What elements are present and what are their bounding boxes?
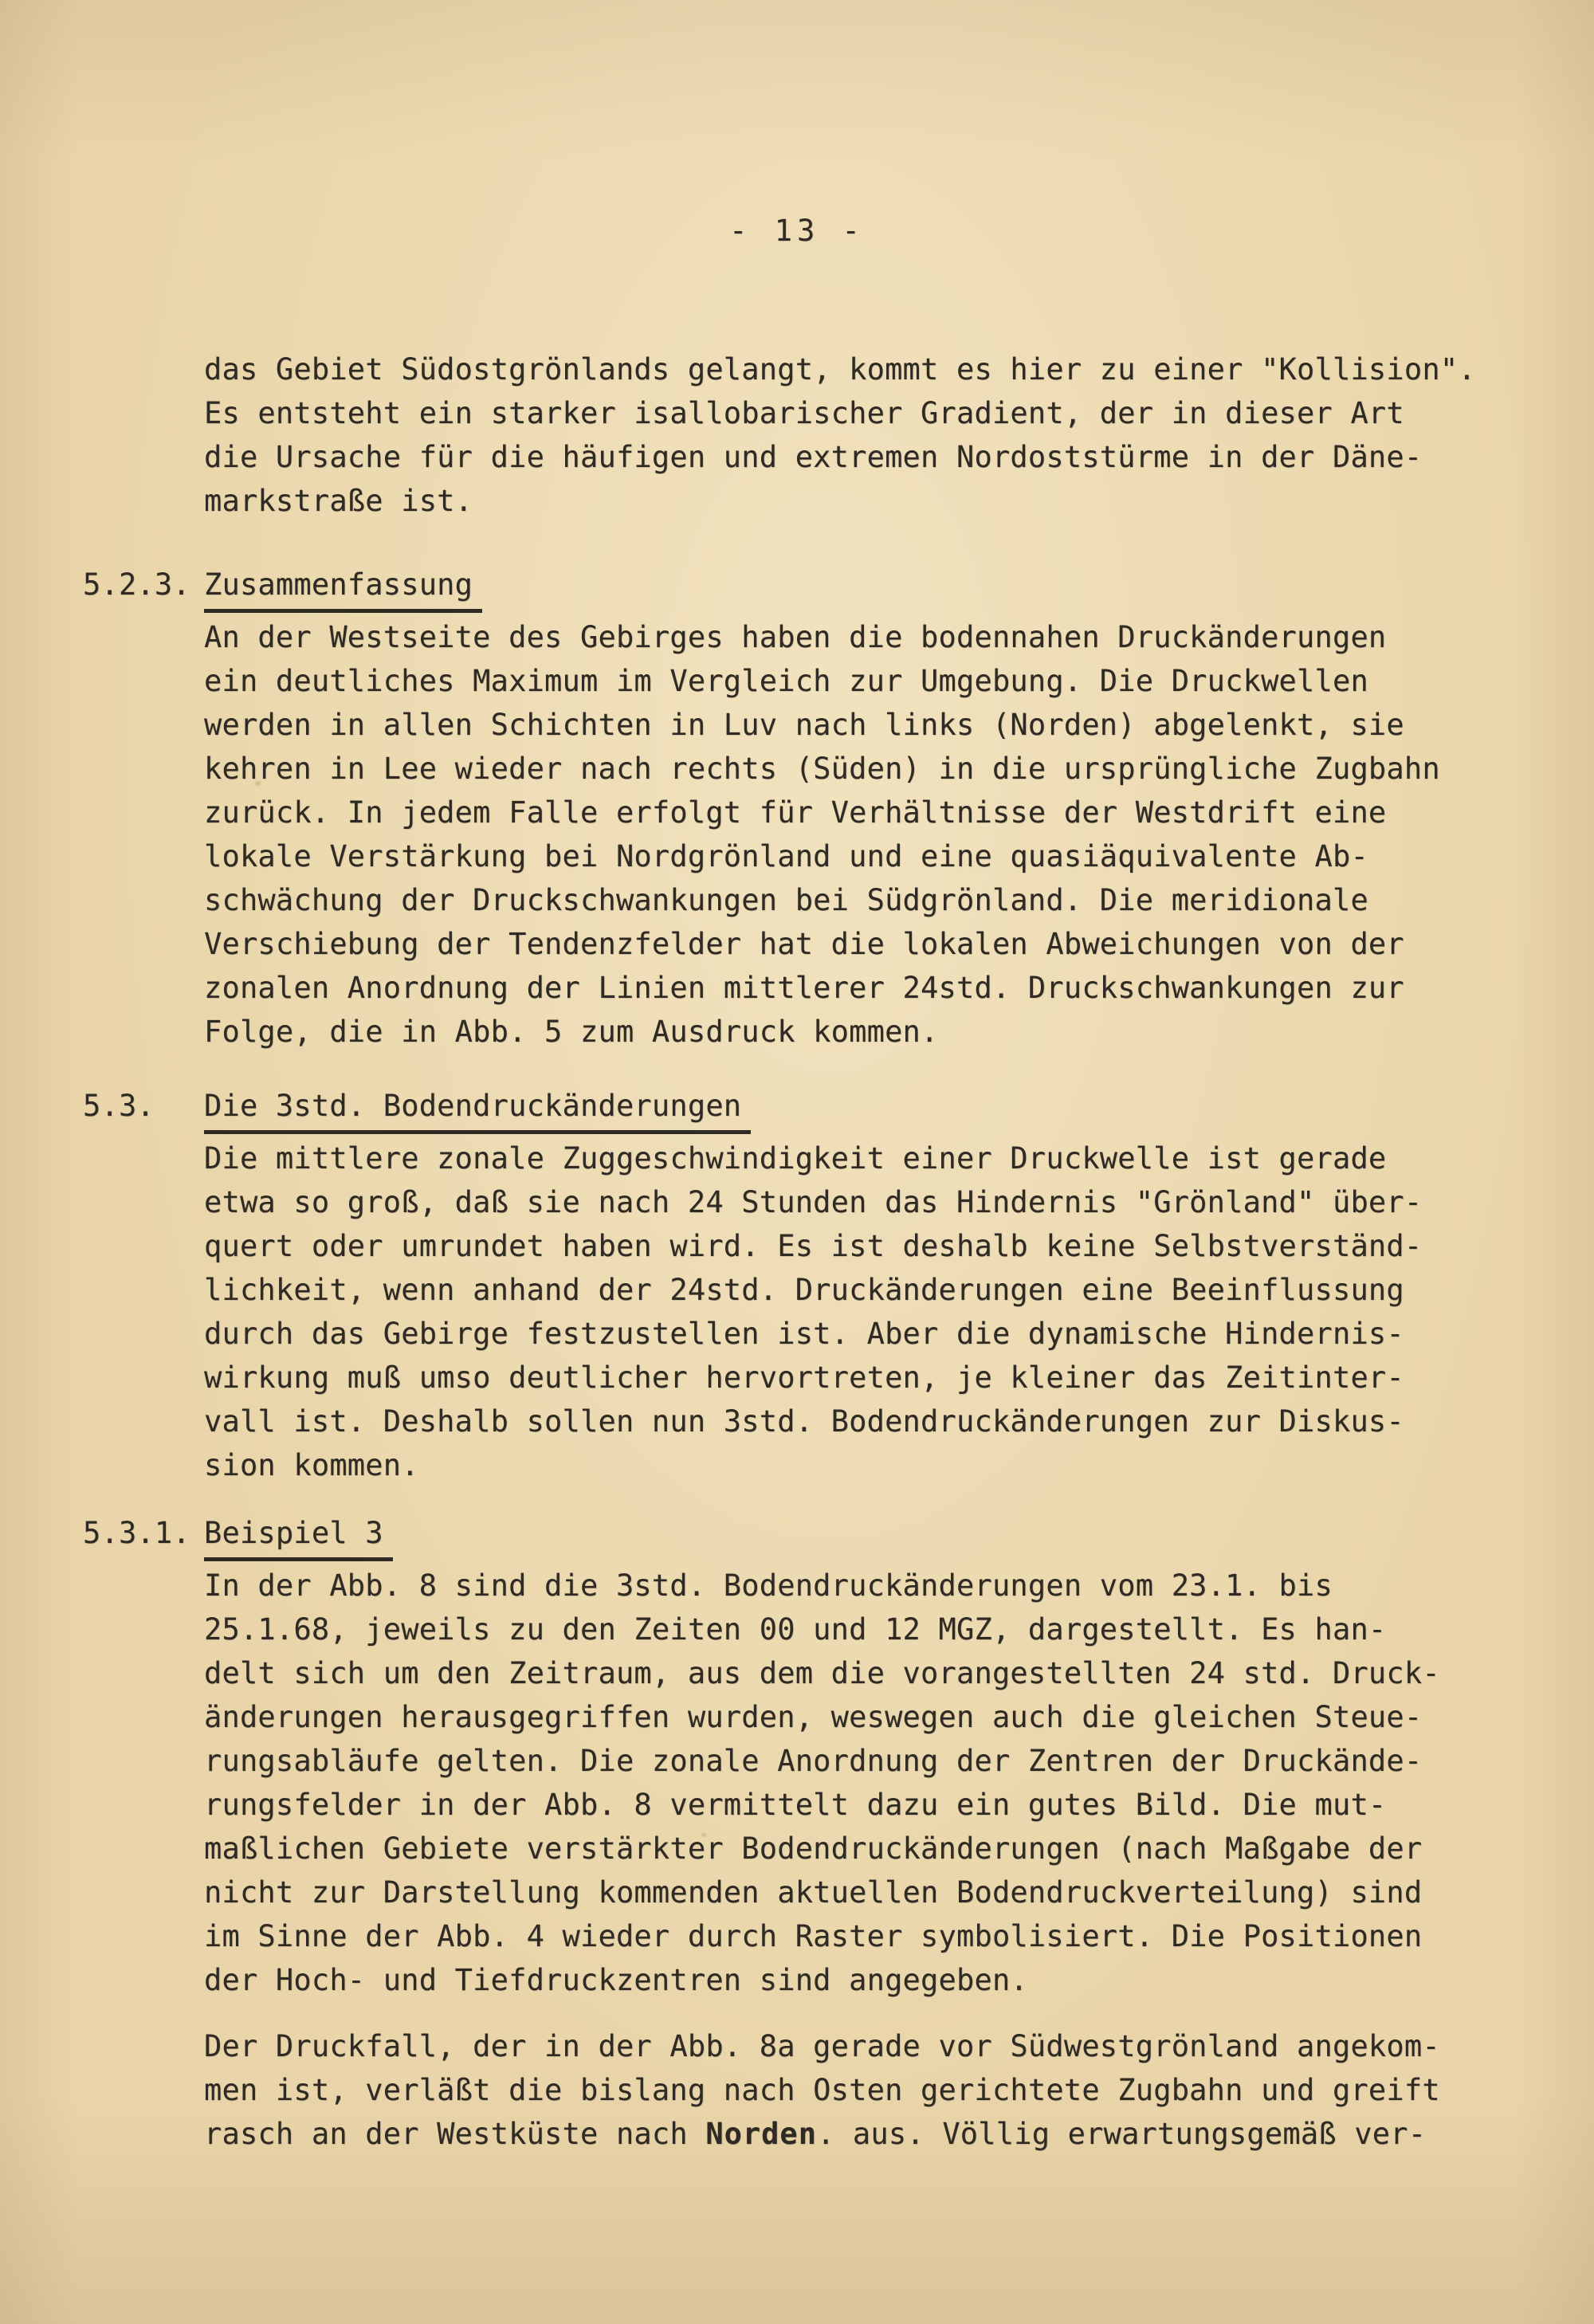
text-line: An der Westseite des Gebirges haben die bodennahen Druckänderungen <box>204 620 1387 654</box>
section-number: 5.3.1. <box>83 1516 190 1550</box>
text-segment: . aus. Völlig erwartungsgemäß ver- <box>816 2117 1427 2151</box>
text-line: vall ist. Deshalb sollen nun 3std. Bodendruckänderungen zur Diskus- <box>204 1404 1404 1439</box>
section-heading-text: Die 3std. Bodendruckänderungen <box>204 1084 751 1134</box>
text-line: 25.1.68, jeweils zu den Zeiten 00 und 12 MGZ, dargestellt. Es han- <box>204 1612 1387 1647</box>
text-line: änderungen herausgegriffen wurden, weswegen auch die gleichen Steue- <box>204 1700 1423 1734</box>
section-5-3 <box>83 1084 1546 1487</box>
text-line: markstraße ist. <box>204 484 473 518</box>
section-heading <box>204 1511 1546 1561</box>
text-line: sion kommen. <box>204 1448 419 1482</box>
text-line: schwächung der Druckschwankungen bei Südgrönland. Die meridionale <box>204 883 1368 917</box>
text-line: wirkung muß umso deutlicher hervortreten, je kleiner das Zeitinter- <box>204 1360 1404 1395</box>
section-heading <box>204 563 1546 613</box>
text-line: nicht zur Darstellung kommenden aktuellen Bodendruckverteilung) sind <box>204 1875 1423 1910</box>
text-line: das Gebiet Südostgrönlands gelangt, kommt es hier zu einer "Kollision". <box>204 352 1476 387</box>
text-line: Es entsteht ein starker isallobarischer Gradient, der in dieser Art <box>204 396 1404 430</box>
text-line: die Ursache für die häufigen und extremen Nordoststürme in der Däne- <box>204 440 1423 474</box>
text-line: kehren in Lee wieder nach rechts (Süden) in die ursprüngliche Zugbahn <box>204 752 1440 786</box>
section-number: 5.2.3. <box>83 567 190 602</box>
text-line: etwa so groß, daß sie nach 24 Stunden das Hindernis "Grönland" über- <box>204 1185 1423 1219</box>
emphasized-word: Norden <box>705 2117 817 2151</box>
text-line: Folge, die in Abb. 5 zum Ausdruck kommen. <box>204 1015 939 1049</box>
text-line: der Hoch- und Tiefdruckzentren sind angegeben. <box>204 1963 1028 1997</box>
text-line: delt sich um den Zeitraum, aus dem die vorangestellten 24 std. Druck- <box>204 1656 1440 1690</box>
text-line: lokale Verstärkung bei Nordgrönland und eine quasiäquivalente Ab- <box>204 839 1368 873</box>
text-line: In der Abb. 8 sind die 3std. Bodendruckänderungen vom 23.1. bis <box>204 1568 1333 1603</box>
text-line <box>204 2112 1546 2156</box>
text-line: maßlichen Gebiete verstärkter Bodendruckänderungen (nach Maßgabe der <box>204 1831 1423 1866</box>
section-heading <box>204 1084 1546 1134</box>
text-line: zurück. In jedem Falle erfolgt für Verhältnisse der Westdrift eine <box>204 795 1387 830</box>
text-line: Der Druckfall, der in der Abb. 8a gerade vor Südwestgrönland angekom- <box>204 2029 1440 2063</box>
text-line: rungsfelder in der Abb. 8 vermittelt dazu ein gutes Bild. Die mut- <box>204 1788 1387 1822</box>
section-heading-text: Beispiel 3 <box>204 1511 393 1561</box>
intro-paragraph <box>83 347 1546 523</box>
text-line: quert oder umrundet haben wird. Es ist deshalb keine Selbstverständ- <box>204 1229 1423 1263</box>
text-line: lichkeit, wenn anhand der 24std. Druckänderungen eine Beeinflussung <box>204 1273 1404 1307</box>
closing-paragraph <box>83 2024 1546 2156</box>
section-5-2-3 <box>83 563 1546 1054</box>
text-line: ein deutliches Maximum im Vergleich zur Umgebung. Die Druckwellen <box>204 664 1368 698</box>
text-line: zonalen Anordnung der Linien mittlerer 24std. Druckschwankungen zur <box>204 971 1404 1005</box>
section-number: 5.3. <box>83 1089 155 1123</box>
section-heading-text: Zusammenfassung <box>204 563 482 613</box>
text-line: rungsabläufe gelten. Die zonale Anordnung der Zentren der Druckände- <box>204 1744 1423 1778</box>
text-segment: rasch an der Westküste nach <box>204 2117 706 2151</box>
section-5-3-1 <box>83 1511 1546 2002</box>
text-line: men ist, verläßt die bislang nach Osten gerichtete Zugbahn und greift <box>204 2073 1440 2107</box>
page-number: - 13 - <box>729 214 865 248</box>
text-line: durch das Gebirge festzustellen ist. Aber die dynamische Hindernis- <box>204 1317 1404 1351</box>
text-line: Die mittlere zonale Zuggeschwindigkeit einer Druckwelle ist gerade <box>204 1141 1387 1176</box>
text-line: werden in allen Schichten in Luv nach links (Norden) abgelenkt, sie <box>204 708 1404 742</box>
text-line: im Sinne der Abb. 4 wieder durch Raster symbolisiert. Die Positionen <box>204 1919 1423 1953</box>
text-line: Verschiebung der Tendenzfelder hat die lokalen Abweichungen von der <box>204 927 1404 961</box>
